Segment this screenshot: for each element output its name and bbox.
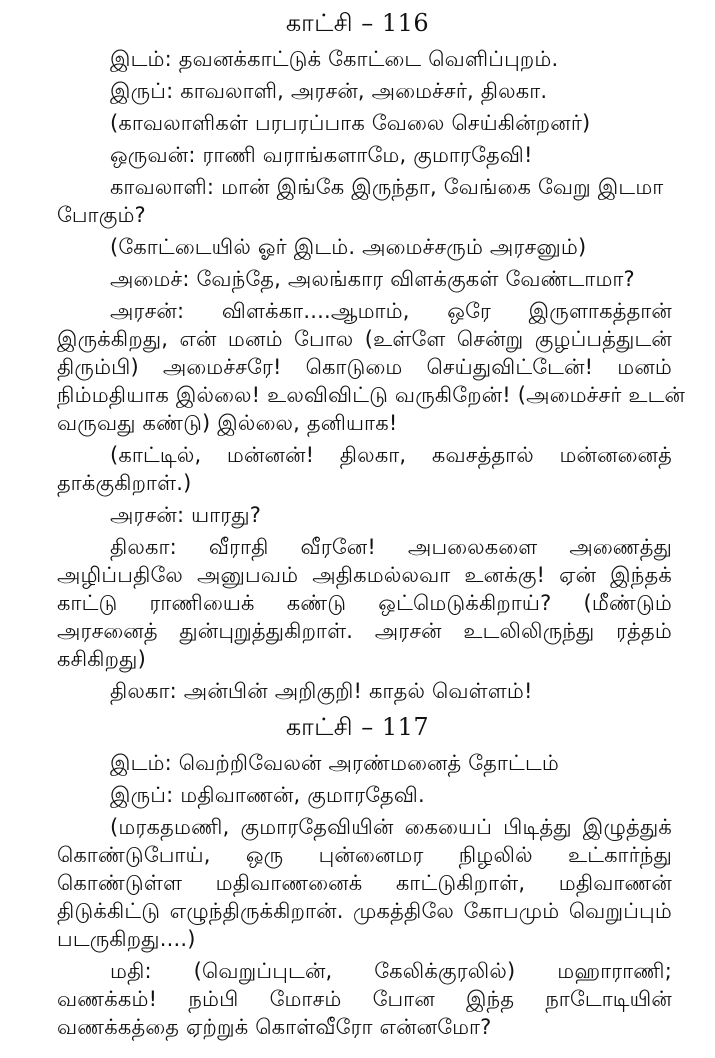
stage-direction: கொண்டுள்ள மதிவாணனைக் காட்டுகிறாள், மதிவாணன் [57,871,672,895]
dialogue-line: திலகா: அன்பின் அறிகுறி! காதல் வெள்ளம்! [110,679,533,703]
scene-116-cast: இருப்: காவலாளி, அரசன், அமைச்சர், திலகா. [110,79,548,103]
stage-direction: (மரகதமணி, குமாரதேவியின் கையைப் பிடித்து இழுத்துக் [110,815,672,839]
stage-direction: (காவலாளிகள் பரபரப்பாக வேலை செய்கின்றனர்) [110,111,591,135]
dialogue-line: வணக்கத்தை ஏற்றுக் கொள்வீரோ என்னமோ? [57,1015,492,1039]
scene-117-heading: காட்சி – 117 [285,713,430,741]
stage-direction: கொண்டுபோய், ஒரு புன்னைமர நிழலில் உட்கார்ந்து [57,843,672,867]
dialogue-line: வணக்கம்! நம்பி மோசம் போன இந்த நாடோடியின் [57,987,672,1011]
dialogue-line: கசிகிறது) [57,647,146,671]
dialogue-line: ஒருவன்: ராணி வராங்களாமே, குமாரதேவி! [110,143,533,167]
dialogue-line: காவலாளி: மான் இங்கே இருந்தா, வேங்கை வேறு இடமா [110,175,664,199]
dialogue-line: திலகா: வீராதி வீரனே! அபலைகளை அணைத்து [110,535,672,559]
dialogue-line: போகும்? [57,203,146,227]
stage-direction: தாக்குகிறாள்.) [57,471,192,495]
dialogue-line: அரசன்: யாரது? [110,503,262,527]
dialogue-line: அரசனைத் துன்புறுத்துகிறாள். அரசன் உடலிலிருந்து ரத்தம் [57,619,672,643]
dialogue-line: அமைச்: வேந்தே, அலங்கார விளக்குகள் வேண்டாமா? [110,267,635,291]
scene-116-heading: காட்சி – 116 [285,9,430,37]
dialogue-line: இருக்கிறது, என் மனம் போல (உள்ளே சென்று குழப்பத்துடன் [57,327,672,351]
dialogue-line: காட்டு ராணியைக் கண்டு ஒட்மெடுக்கிறாய்? (மீண்டும் [57,591,672,615]
stage-direction: (கோட்டையில் ஓர் இடம். அமைச்சரும் அரசனும்) [110,235,587,259]
dialogue-line: மதி: (வெறுப்புடன், கேலிக்குரலில்) மஹாராணி; [110,959,672,983]
dialogue-line: அழிப்பதிலே அனுபவம் அதிகமல்லவா உனக்கு! ஏன் இந்தக் [57,563,672,587]
dialogue-line: திரும்பி) அமைச்சரே! கொடுமை செய்துவிட்டேன்! மனம் [57,355,672,379]
stage-direction: திடுக்கிட்டு எழுந்திருக்கிறான். முகத்திலே கோபமும் வெறுப்பும் [57,899,672,923]
stage-direction: (காட்டில், மன்னன்! திலகா, கவசத்தால் மன்னனைத் [110,443,672,467]
stage-direction: படருகிறது....) [57,927,196,951]
scene-117-place: இடம்: வெற்றிவேலன் அரண்மனைத் தோட்டம் [110,751,559,775]
dialogue-line: வருவது கண்டு) இல்லை, தனியாக! [57,411,398,435]
scene-117-cast: இருப்: மதிவாணன், குமாரதேவி. [110,783,425,807]
dialogue-line: நிம்மதியாக இல்லை! உலவிவிட்டு வருகிறேன்! (அமைச்சர் உடன் [57,383,686,407]
scene-116-place: இடம்: தவனக்காட்டுக் கோட்டை வெளிப்புறம். [110,47,559,71]
dialogue-line: அரசன்: விளக்கா....ஆமாம், ஒரே இருளாகத்தான் [110,299,672,323]
